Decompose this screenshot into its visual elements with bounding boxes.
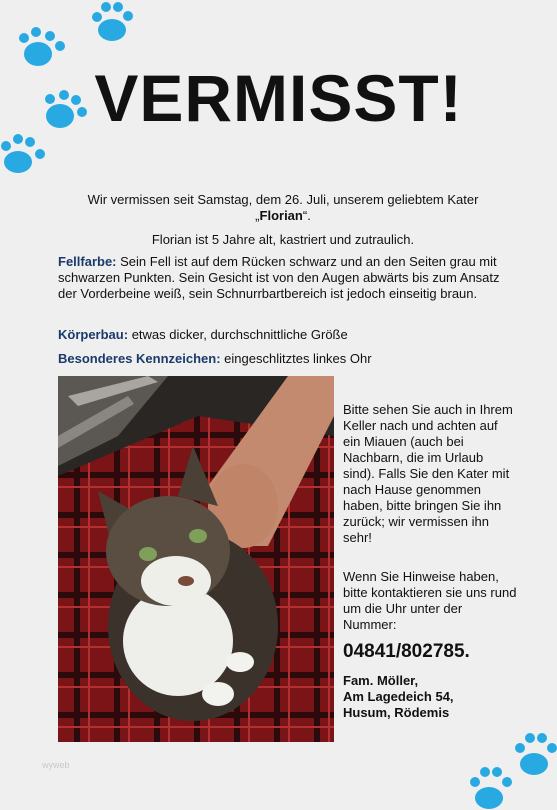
contact-line: Husum, Rödemis [343, 705, 450, 720]
contact-line: Fam. Möller, [343, 673, 419, 688]
koerperbau-section [58, 327, 518, 343]
kennzeichen-label: Besonderes Kennzeichen: [58, 351, 221, 366]
side-text-contact: Wenn Sie Hinweise haben, bitte kontaktieren sie uns rund um die Uhr unter der Nummer: [343, 569, 517, 632]
quote-open: „ [255, 208, 260, 223]
kennzeichen-text: eingeschlitztes linkes Ohr [224, 351, 372, 366]
paw-print-icon [0, 132, 48, 176]
intro-text [58, 192, 508, 224]
koerperbau-label: Körperbau: [58, 327, 129, 342]
page-title: VERMISST! [94, 61, 463, 135]
phone-number: 04841/802785. [343, 641, 470, 662]
paw-print-icon [88, 0, 136, 44]
watermark: wyweb [42, 760, 70, 770]
side-text-search: Bitte sehen Sie auch in Ihrem Keller nach und achten auf ein Miauen (auch bei Nachbarn, die im Urlaub sind). Falls Sie den Kater mit nach Hause genommen haben, bitte bringen Sie ihn zurück; wir vermissen ihn sehr! [343, 402, 513, 545]
fellfarbe-text: Sein Fell ist auf dem Rücken schwarz und an den Seiten grau mit schwarzen Punkten. Sein Gesicht ist von den Augen abwärts bis zum Ansatz der Vorderbeine weiß, sein Schnurrbartbereich ist jedoch einseitig braun. [58, 254, 500, 301]
kennzeichen-section [58, 351, 518, 367]
fellfarbe-label: Fellfarbe: [58, 254, 117, 269]
cat-photo [58, 376, 334, 742]
koerperbau-text: etwas dicker, durchschnittliche Größe [131, 327, 348, 342]
contact-address [343, 673, 454, 721]
intro-line: Wir vermissen seit Samstag, dem 26. Juli, unserem geliebtem Kater [87, 192, 479, 207]
paw-print-icon [510, 732, 557, 778]
fellfarbe-section [58, 254, 518, 302]
contact-line: Am Lagedeich 54, [343, 689, 454, 704]
intro-age: Florian ist 5 Jahre alt, kastriert und zutraulich. [151, 232, 415, 247]
cat-name: Florian [259, 208, 303, 223]
paw-print-icon [467, 764, 515, 810]
quote-close: “. [302, 208, 311, 223]
